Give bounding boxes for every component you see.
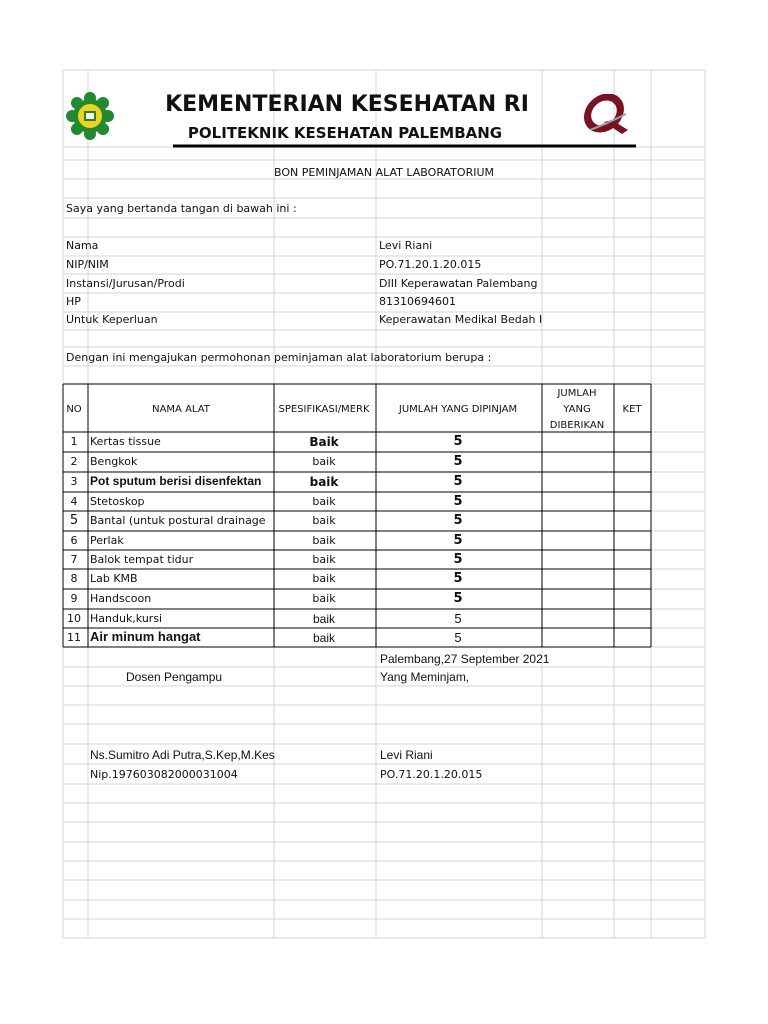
left-signer-name: Ns.Sumitro Adi Putra,S.Kep,M.Kes [90,748,275,762]
item-spec: baik [312,495,336,508]
item-spec: baik [312,514,336,527]
item-quantity: 5 [453,533,463,548]
field-value-keperluan: Keperawatan Medikal Bedah I [379,313,543,326]
item-spec: baik [312,553,336,566]
item-name: Bengkok [90,455,138,468]
item-spec: baik [312,631,336,645]
row-number: 5 [69,513,79,528]
row-number: 1 [70,435,78,448]
col-header-given-1: JUMLAH [557,388,597,399]
left-signer-id: Nip.197603082000031004 [90,768,238,781]
right-signer-id: PO.71.20.1.20.015 [380,768,483,781]
col-header-ket: KET [622,404,642,415]
item-spec: baik [312,612,336,626]
field-value-nim: PO.71.20.1.20.015 [379,258,482,271]
item-quantity: 5 [453,434,463,449]
kemenkes-emblem-icon [66,92,114,140]
item-name: Balok tempat tidur [90,553,194,566]
left-signer-role: Dosen Pengampu [126,670,223,684]
item-quantity: 5 [453,571,463,586]
field-value-nama: Levi Riani [379,239,433,252]
item-name: Pot sputum berisi disenfektan [90,474,262,488]
row-number: 11 [67,631,81,644]
item-name: Stetoskop [90,495,145,508]
intro-text: Saya yang bertanda tangan di bawah ini : [66,202,297,215]
item-quantity: 5 [454,630,462,645]
row-number: 7 [70,553,78,566]
row-number: 6 [70,534,78,547]
col-header-no: NO [66,404,82,415]
item-name: Lab KMB [90,572,138,585]
field-label-nama: Nama [66,239,99,252]
field-label-nim: NIP/NIM [66,258,109,271]
item-name: Handscoon [90,592,152,605]
right-signer-role: Yang Meminjam, [380,670,470,684]
poltekkes-q-logo-icon [582,94,630,136]
row-number: 9 [70,592,78,605]
item-quantity: 5 [453,454,463,469]
item-quantity: 5 [453,513,463,528]
item-quantity: 5 [453,494,463,509]
item-spec: baik [312,572,336,585]
item-spec: baik [309,475,339,489]
item-quantity: 5 [454,611,462,626]
field-value-instansi: DIII Keperawatan Palembang [379,277,538,290]
field-label-keperluan: Untuk Keperluan [66,313,158,326]
item-spec: baik [312,592,336,605]
row-number: 4 [70,495,78,508]
field-label-instansi: Instansi/Jurusan/Prodi [66,277,185,290]
item-quantity: 5 [453,474,463,489]
institution-title: POLITEKNIK KESEHATAN PALEMBANG [187,124,503,142]
field-value-hp: 81310694601 [379,295,456,308]
item-name: Bantal (untuk postural drainage [90,514,266,527]
item-spec: Baik [309,435,339,449]
row-number: 8 [70,572,78,585]
item-spec: baik [312,534,336,547]
item-name: Kertas tissue [90,435,161,448]
form-title: BON PEMINJAMAN ALAT LABORATORIUM [274,166,494,179]
col-header-name: NAMA ALAT [152,404,210,415]
row-number: 10 [67,612,81,625]
col-header-given-3: DIBERIKAN [549,420,605,431]
row-number: 3 [70,475,78,488]
ministry-title: KEMENTERIAN KESEHATAN RI [165,92,529,117]
col-header-given-2: YANG [563,404,591,415]
item-name: Handuk,kursi [90,612,163,625]
request-text: Dengan ini mengajukan permohonan peminjaman alat laboratorium berupa : [66,351,492,364]
row-number: 2 [70,455,78,468]
place-date: Palembang,27 September 2021 [380,652,550,666]
item-quantity: 5 [453,552,463,567]
item-spec: baik [312,455,336,468]
item-name: Air minum hangat [90,629,201,644]
item-name: Perlak [90,534,124,547]
col-header-spec: SPESIFIKASI/MERK [278,404,370,415]
field-label-hp: HP [66,295,81,308]
item-quantity: 5 [453,591,463,606]
col-header-qty: JUMLAH YANG DIPINJAM [398,404,518,415]
right-signer-name: Levi Riani [380,748,433,762]
